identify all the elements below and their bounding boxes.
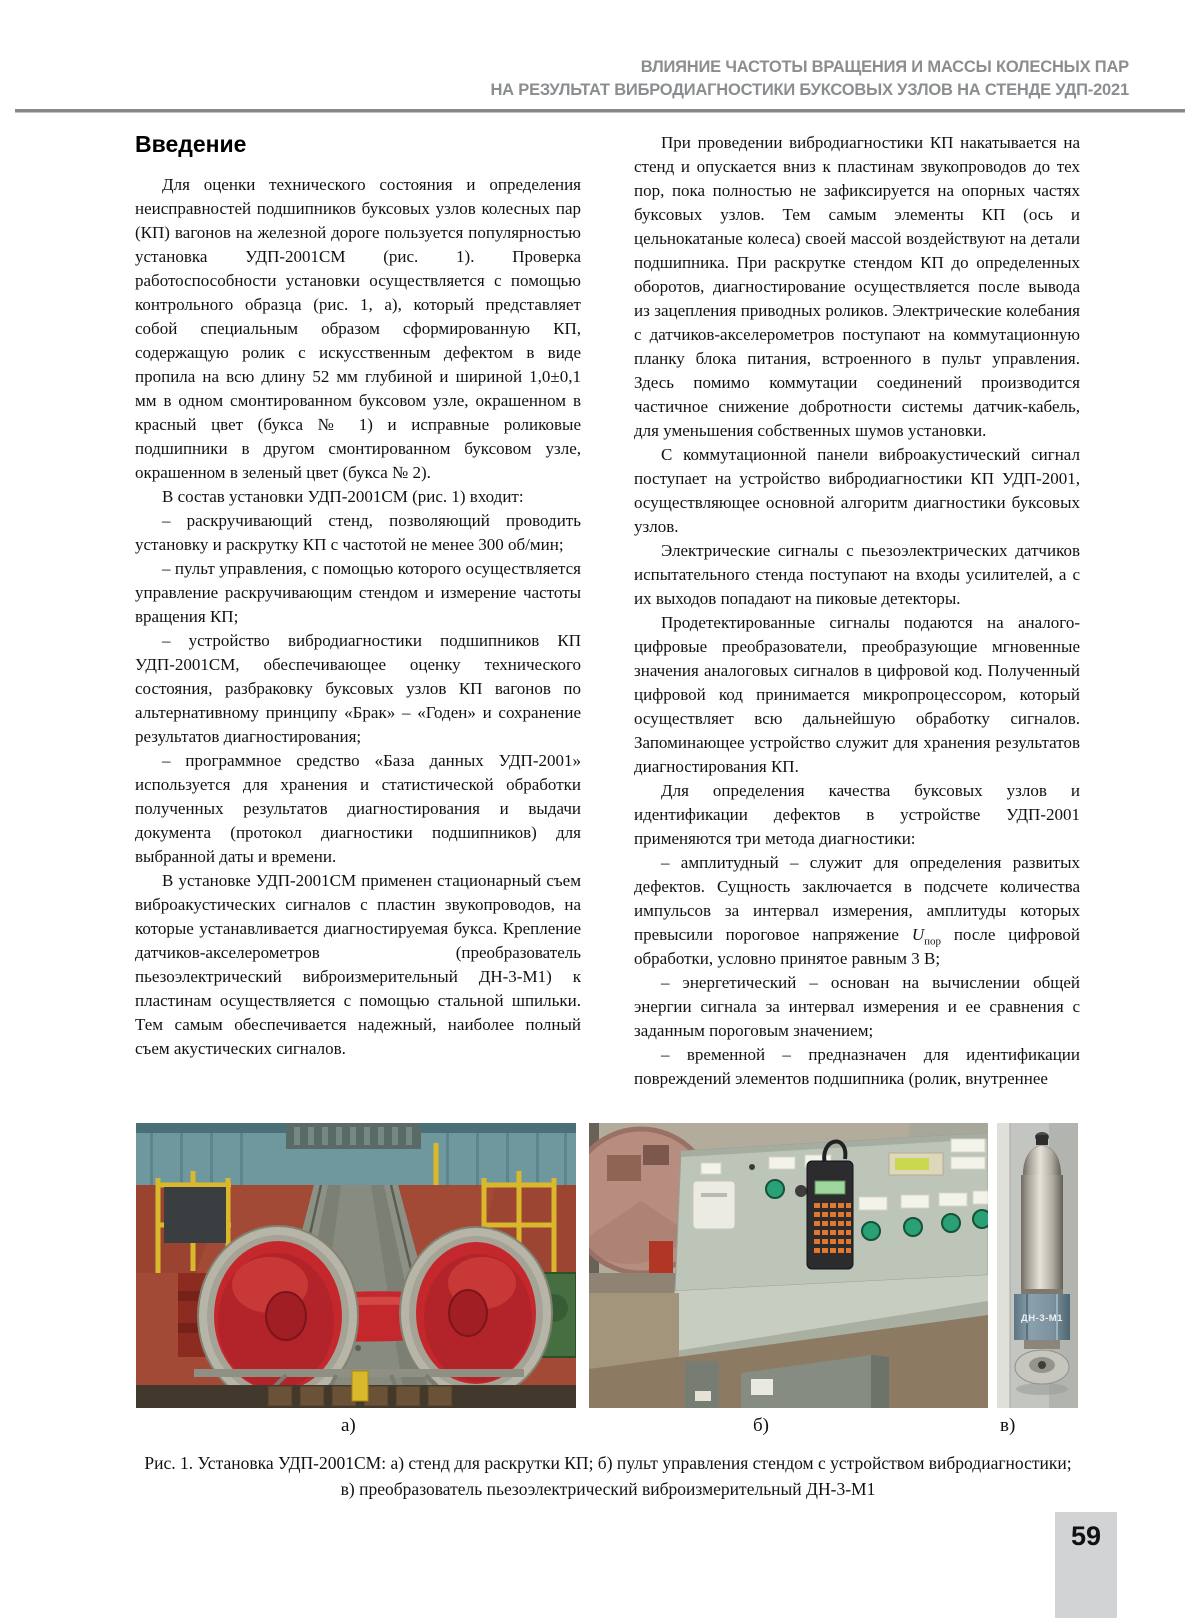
left-column: [135, 130, 581, 1123]
u-threshold-symbol: U: [911, 925, 925, 944]
control-panel: [675, 1133, 988, 1291]
workshop-wall: [136, 1123, 576, 1185]
page-number: 59: [1070, 1521, 1102, 1551]
list-item-paragraph: – пульт управления, с помощью которого осуществляется управление раскручивающим стендом и измерение частоты вращения КП;: [135, 559, 581, 626]
paragraph: При проведении вибродиагностики КП накатывается на стенд и опускается вниз к пластинам звукопроводов до тех пор, пока полностью не зафиксируется на опорных частях буксовых узлов. Тем самым элементы КП (ось и цельнокатаные колеса) своей массой воздействуют на детали подшипника. При раскрутке стендом КП до определенных оборотов, диагностирование осуществляется после вывода из зацепления приводных роликов. Электрические колебания с датчиков-акселерометров поступают на коммутационную планку блока питания, встроенного в пульт управления. Здесь помимо коммутации соединений производится частичное снижение добротности системы датчик-кабель, для уменьшения собственных шумов установки.: [634, 133, 1080, 440]
figure-sublabel-a: а): [341, 1415, 356, 1436]
paragraph: В установке УДП-2001СМ применен стационарный съем виброакустических сигналов с пластин звукопроводов, на которые устанавливается диагностируемая букса. Крепление датчиков-акселерометров (преобразователь пьезоэлектрический виброизмерительный ДН-3-М1) к пластинам осуществляется с помощью стальной шпильки. Тем самым обеспечивается надежный, наиболее полный съем акустических сигналов.: [135, 871, 581, 1058]
figure-caption: [135, 1450, 1081, 1502]
amplitude-text-1: – амплитудный – служит для определения развитых дефектов. Сущность заключается в подсчете количества импульсов за интервал измерения, амплитуды которых превысили пороговое напряжение: [634, 853, 1080, 944]
right-column: [634, 131, 1080, 1123]
list-item-paragraph: – устройство вибродиагностики подшипников КП УДП-2001СМ, обеспечивающее оценку технического состояния, разбраковку буксовых узлов КП вагонов по альтернативному принципу «Брак» – «Годен» и сохранение результатов диагностирования;: [135, 631, 581, 746]
running-head-line1: ВЛИЯНИЕ ЧАСТОТЫ ВРАЩЕНИЯ И МАССЫ КОЛЕСНЫХ ПАР: [640, 58, 1129, 76]
paragraph: Для оценки технического состояния и определения неисправностей подшипников буксовых узлов колесных пар (КП) вагонов на железной дороге пользуется популярностью установка УДП-2001СМ (рис. 1). Проверка работоспособности установки осуществляется с помощью контрольного образца (рис. 1, а), который представляет собой специальным образом сформированную КП, содержащую ролик с искусственным дефектом в виде пропила на всю длину 52 мм глубиной и шириной 1,0±0,1 мм в одном смонтированном буксовом узле, окрашенном в красный цвет (букса № 1) и исправные роликовые подшипники в другом смонтированном буксовом узле, окрашенном в зеленый цвет (букса № 2).: [135, 175, 581, 482]
page-number-box: [1055, 1512, 1117, 1618]
photo-control-desk: [589, 1123, 988, 1408]
running-head-line2: НА РЕЗУЛЬТАТ ВИБРОДИАГНОСТИКИ БУКСОВЫХ УЗЛОВ НА СТЕНДЕ УДП-2021: [490, 81, 1129, 99]
u-threshold-subscript: пор: [924, 935, 941, 948]
figure-caption-line1: Рис. 1. Установка УДП-2001СМ: а) стенд для раскрутки КП; б) пульт управления стендом с устройством вибродиагностики;: [144, 1453, 1072, 1473]
amplitude-text-2: после цифровой обработки, условно принятое равным 3 В;: [634, 925, 1080, 968]
handheld-terminal: [807, 1142, 853, 1269]
printer: [693, 1181, 735, 1229]
paragraph: В состав установки УДП-2001СМ (рис. 1) входит:: [162, 487, 524, 506]
list-item-paragraph: – программное средство «База данных УДП-2001» используется для хранения и статистической обработки полученных результатов диагностирования и выдачи документа (протокол диагностики подшипников) для выбранной даты и времени.: [135, 751, 581, 866]
paragraph: С коммутационной панели виброакустический сигнал поступает на устройство вибродиагностики КП УДП-2001, осуществляющее основной алгоритм диагностики буксовых узлов.: [634, 445, 1080, 536]
sensor-model-label: ДН-3-М1: [1021, 1313, 1063, 1324]
photo-vibration-sensor: [997, 1123, 1078, 1408]
list-item-paragraph-amplitude: [634, 851, 1080, 971]
running-head: [490, 56, 1129, 102]
figure-sublabel-v: в): [1000, 1415, 1016, 1436]
header-rule: [15, 109, 1185, 113]
paragraph: Электрические сигналы с пьезоэлектрических датчиков испытательного стенда поступают на входы усилителей, а с их выходов попадают на пиковые детекторы.: [634, 541, 1080, 608]
list-item-paragraph: – энергетический – основан на вычислении общей энергии сигнала за интервал измерения и ее сравнения с заданным пороговым значением;: [634, 973, 1080, 1040]
stand-frame: [136, 1369, 576, 1408]
paragraph: Продетектированные сигналы подаются на аналого-цифровые преобразователи, преобразующие мгновенные значения аналоговых сигналов в цифровой код. Полученный цифровой код принимается микропроцессором, который осуществляет всю дальнейшую обработку сигналов. Запоминающее устройство служит для хранения результатов диагностирования КП.: [634, 613, 1080, 776]
equipment-box: [164, 1187, 226, 1243]
background-panel: [997, 1123, 1010, 1408]
list-item-paragraph: – временной – предназначен для идентификации повреждений элементов подшипника (ролик, внутреннее: [634, 1045, 1080, 1088]
paragraph: Для определения качества буксовых узлов и идентификации дефектов в устройстве УДП-2001 применяются три метода диагностики:: [634, 781, 1080, 848]
list-item-paragraph: – раскручивающий стенд, позволяющий проводить установку и раскрутку КП с частотой не менее 300 об/мин;: [135, 511, 581, 554]
section-heading: Введение: [135, 131, 247, 157]
photo-wheelset-stand: [136, 1123, 576, 1408]
green-button: [766, 1180, 784, 1198]
figure-caption-line2: в) преобразователь пьезоэлектрический виброизмерительный ДН-3-М1: [340, 1479, 876, 1499]
figure-sublabel-b: б): [753, 1415, 769, 1436]
